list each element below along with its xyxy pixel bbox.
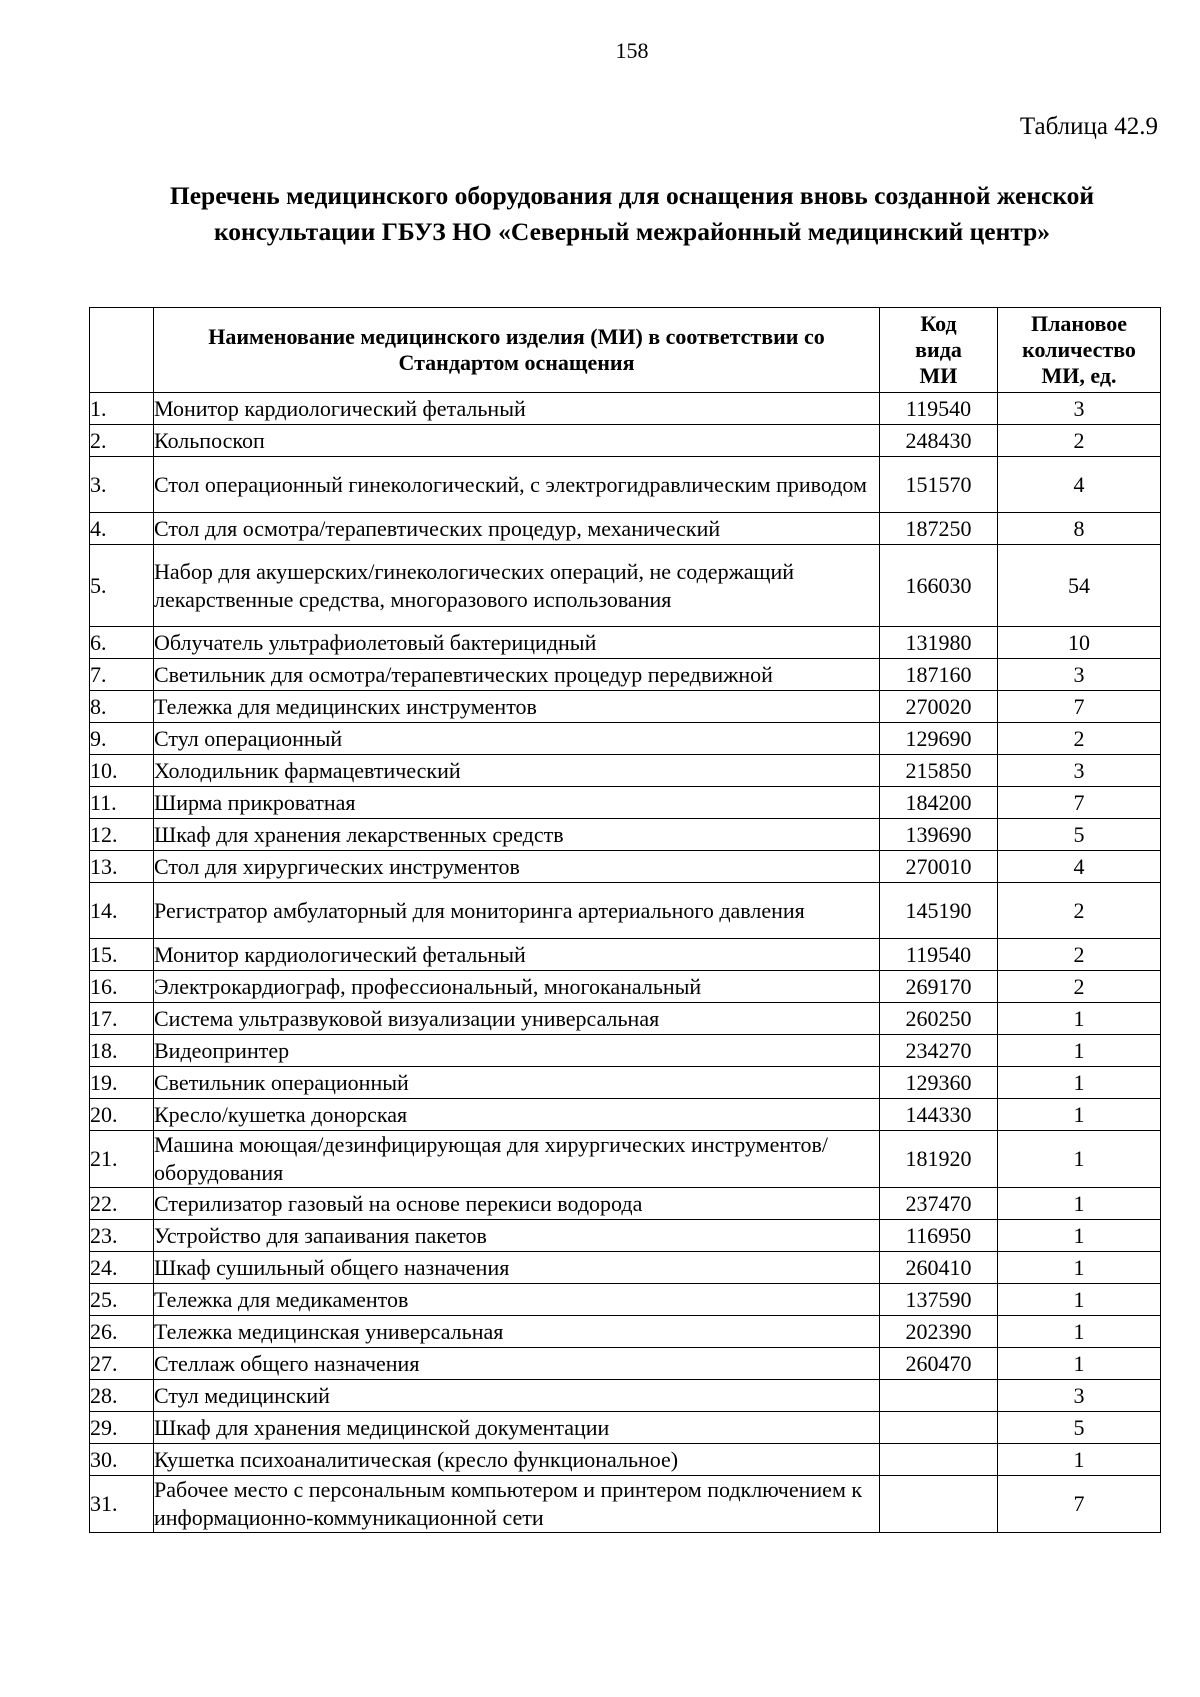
row-name: Стерилизатор газовый на основе перекиси водорода — [154, 1188, 880, 1220]
row-name: Стул медицинский — [154, 1380, 880, 1412]
row-quantity: 1 — [998, 1316, 1161, 1348]
row-number: 10. — [90, 755, 154, 787]
row-name: Кушетка психоаналитическая (кресло функциональное) — [154, 1444, 880, 1476]
row-number: 21. — [90, 1131, 154, 1188]
row-name: Шкаф для хранения медицинской документации — [154, 1412, 880, 1444]
document-title: Перечень медицинского оборудования для оснащения вновь созданной женской консультации ГБУЗ НО «Северный межрайонный медицинский центр» — [169, 181, 1095, 246]
row-code: 234270 — [880, 1035, 998, 1067]
row-number: 7. — [90, 659, 154, 691]
row-quantity: 5 — [998, 1412, 1161, 1444]
row-name: Набор для акушерских/гинекологических операций, не содержащий лекарственные средства, многоразового использования — [154, 545, 880, 627]
row-quantity: 7 — [998, 1476, 1161, 1533]
row-name: Стол для осмотра/терапевтических процедур, механический — [154, 513, 880, 545]
row-number: 18. — [90, 1035, 154, 1067]
row-name: Светильник операционный — [154, 1067, 880, 1099]
table-row — [90, 1348, 1161, 1380]
row-quantity: 1 — [998, 1444, 1161, 1476]
row-code: 131980 — [880, 627, 998, 659]
header-name: Наименование медицинского изделия (МИ) в соответствии со Стандартом оснащения — [154, 308, 880, 393]
header-number — [90, 308, 154, 393]
row-number: 8. — [90, 691, 154, 723]
row-quantity: 2 — [998, 883, 1161, 939]
row-quantity: 5 — [998, 819, 1161, 851]
row-name: Облучатель ультрафиолетовый бактерицидный — [154, 627, 880, 659]
row-number: 15. — [90, 939, 154, 971]
row-number: 2. — [90, 425, 154, 457]
row-quantity: 54 — [998, 545, 1161, 627]
table-row — [90, 1252, 1161, 1284]
row-code — [880, 1380, 998, 1412]
table-row — [90, 883, 1161, 939]
row-quantity: 2 — [998, 425, 1161, 457]
row-code: 181920 — [880, 1131, 998, 1188]
row-number: 16. — [90, 971, 154, 1003]
table-row — [90, 1380, 1161, 1412]
row-name: Устройство для запаивания пакетов — [154, 1220, 880, 1252]
row-code — [880, 1444, 998, 1476]
row-code: 119540 — [880, 393, 998, 425]
row-quantity: 2 — [998, 723, 1161, 755]
row-code: 260410 — [880, 1252, 998, 1284]
row-number: 5. — [90, 545, 154, 627]
row-number: 17. — [90, 1003, 154, 1035]
row-number: 14. — [90, 883, 154, 939]
header-quantity: Плановое количество МИ, ед. — [998, 308, 1161, 393]
header-code: Код вида МИ — [880, 308, 998, 393]
row-number: 3. — [90, 457, 154, 513]
row-name: Видеопринтер — [154, 1035, 880, 1067]
table-row — [90, 851, 1161, 883]
row-code: 269170 — [880, 971, 998, 1003]
row-number: 30. — [90, 1444, 154, 1476]
table-row — [90, 755, 1161, 787]
row-quantity: 8 — [998, 513, 1161, 545]
row-quantity: 1 — [998, 1348, 1161, 1380]
row-code: 260250 — [880, 1003, 998, 1035]
row-name: Регистратор амбулаторный для мониторинга артериального давления — [154, 883, 880, 939]
row-code: 260470 — [880, 1348, 998, 1380]
page-number: 158 — [615, 38, 649, 63]
table-row — [90, 1316, 1161, 1348]
row-quantity: 3 — [998, 659, 1161, 691]
row-quantity: 1 — [998, 1188, 1161, 1220]
row-name: Шкаф сушильный общего назначения — [154, 1252, 880, 1284]
row-quantity: 1 — [998, 1035, 1161, 1067]
row-quantity: 10 — [998, 627, 1161, 659]
row-quantity: 4 — [998, 457, 1161, 513]
table-row — [90, 939, 1161, 971]
table-header-row — [90, 308, 1161, 393]
table-row — [90, 627, 1161, 659]
row-number: 13. — [90, 851, 154, 883]
row-name: Кольпоскоп — [154, 425, 880, 457]
row-code: 202390 — [880, 1316, 998, 1348]
table-row — [90, 819, 1161, 851]
table-row — [90, 393, 1161, 425]
table-row — [90, 513, 1161, 545]
row-number: 25. — [90, 1284, 154, 1316]
row-number: 26. — [90, 1316, 154, 1348]
row-code: 187160 — [880, 659, 998, 691]
row-code: 270020 — [880, 691, 998, 723]
table-row — [90, 457, 1161, 513]
row-name: Монитор кардиологический фетальный — [154, 393, 880, 425]
row-number: 23. — [90, 1220, 154, 1252]
row-name: Система ультразвуковой визуализации универсальная — [154, 1003, 880, 1035]
row-name: Кресло/кушетка донорская — [154, 1099, 880, 1131]
row-name: Тележка для медикаментов — [154, 1284, 880, 1316]
row-quantity: 1 — [998, 1220, 1161, 1252]
row-number: 31. — [90, 1476, 154, 1533]
row-code: 166030 — [880, 545, 998, 627]
row-name: Тележка для медицинских инструментов — [154, 691, 880, 723]
row-code — [880, 1412, 998, 1444]
row-code: 187250 — [880, 513, 998, 545]
row-code: 116950 — [880, 1220, 998, 1252]
row-quantity: 3 — [998, 393, 1161, 425]
row-quantity: 2 — [998, 939, 1161, 971]
row-number: 28. — [90, 1380, 154, 1412]
table-row — [90, 1444, 1161, 1476]
row-quantity: 3 — [998, 755, 1161, 787]
table-row — [90, 1188, 1161, 1220]
row-name: Светильник для осмотра/терапевтических процедур передвижной — [154, 659, 880, 691]
table-row — [90, 1412, 1161, 1444]
row-number: 11. — [90, 787, 154, 819]
row-quantity: 3 — [998, 1380, 1161, 1412]
row-name: Стеллаж общего назначения — [154, 1348, 880, 1380]
row-number: 24. — [90, 1252, 154, 1284]
table-row — [90, 1476, 1161, 1533]
row-quantity: 2 — [998, 971, 1161, 1003]
row-code: 119540 — [880, 939, 998, 971]
row-code: 270010 — [880, 851, 998, 883]
table-body — [90, 393, 1161, 1533]
row-number: 12. — [90, 819, 154, 851]
row-code: 139690 — [880, 819, 998, 851]
row-name: Шкаф для хранения лекарственных средств — [154, 819, 880, 851]
row-number: 9. — [90, 723, 154, 755]
row-number: 4. — [90, 513, 154, 545]
row-code: 145190 — [880, 883, 998, 939]
row-code: 144330 — [880, 1099, 998, 1131]
row-code: 129360 — [880, 1067, 998, 1099]
row-number: 19. — [90, 1067, 154, 1099]
row-name: Стол операционный гинекологический, с электрогидравлическим приводом — [154, 457, 880, 513]
row-number: 22. — [90, 1188, 154, 1220]
table-caption: Таблица 42.9 — [1019, 113, 1158, 140]
row-name: Холодильник фармацевтический — [154, 755, 880, 787]
table-row — [90, 787, 1161, 819]
row-name: Тележка медицинская универсальная — [154, 1316, 880, 1348]
row-quantity: 4 — [998, 851, 1161, 883]
row-code: 248430 — [880, 425, 998, 457]
row-number: 29. — [90, 1412, 154, 1444]
table-row — [90, 1131, 1161, 1188]
table-row — [90, 691, 1161, 723]
row-code: 215850 — [880, 755, 998, 787]
row-code: 151570 — [880, 457, 998, 513]
row-quantity: 1 — [998, 1252, 1161, 1284]
table-row — [90, 1220, 1161, 1252]
row-number: 6. — [90, 627, 154, 659]
row-name: Стол для хирургических инструментов — [154, 851, 880, 883]
table-row — [90, 1003, 1161, 1035]
row-quantity: 7 — [998, 691, 1161, 723]
row-code: 137590 — [880, 1284, 998, 1316]
row-name: Монитор кардиологический фетальный — [154, 939, 880, 971]
row-quantity: 1 — [998, 1099, 1161, 1131]
row-name: Машина моющая/дезинфицирующая для хирургических инструментов/оборудования — [154, 1131, 880, 1188]
row-code: 129690 — [880, 723, 998, 755]
row-code: 237470 — [880, 1188, 998, 1220]
equipment-table — [89, 307, 1161, 1533]
row-quantity: 1 — [998, 1284, 1161, 1316]
table-row — [90, 1284, 1161, 1316]
row-quantity: 1 — [998, 1003, 1161, 1035]
row-name: Рабочее место с персональным компьютером и принтером подключением к информационно-коммуникационной сети — [154, 1476, 880, 1533]
row-quantity: 7 — [998, 787, 1161, 819]
table-row — [90, 1035, 1161, 1067]
row-number: 20. — [90, 1099, 154, 1131]
row-code — [880, 1476, 998, 1533]
row-number: 1. — [90, 393, 154, 425]
table-row — [90, 1067, 1161, 1099]
row-quantity: 1 — [998, 1131, 1161, 1188]
row-quantity: 1 — [998, 1067, 1161, 1099]
row-code: 184200 — [880, 787, 998, 819]
table-row — [90, 971, 1161, 1003]
table-row — [90, 545, 1161, 627]
table-row — [90, 659, 1161, 691]
row-name: Стул операционный — [154, 723, 880, 755]
row-name: Электрокардиограф, профессиональный, многоканальный — [154, 971, 880, 1003]
table-row — [90, 1099, 1161, 1131]
table-row — [90, 425, 1161, 457]
row-number: 27. — [90, 1348, 154, 1380]
row-name: Ширма прикроватная — [154, 787, 880, 819]
table-row — [90, 723, 1161, 755]
